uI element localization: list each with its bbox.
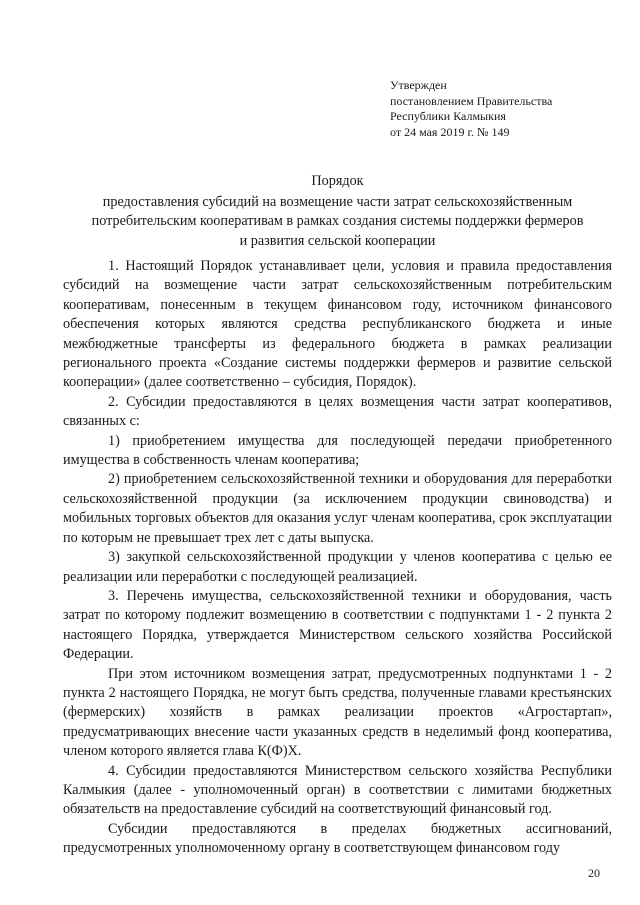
approval-line: Утвержден (390, 78, 447, 92)
paragraph: 3) закупкой сельскохозяйственной продукции у членов кооператива с целью ее реализации или переработки с последующей реализацией. (63, 549, 612, 585)
approval-stamp (390, 78, 552, 140)
paragraph: При этом источником возмещения затрат, предусмотренных подпунктами 1 - 2 пункта 2 настоящего Порядка, не могут быть средства, полученные главами крестьянских (фермерских) хозяйств в рамках реализации проектов «Агростартап», предусматривающих внесение части указанных средств в неделимый фонд кооператива, членом которого является глава К(Ф)Х. (63, 665, 612, 760)
paragraph: 3. Перечень имущества, сельскохозяйственной техники и оборудования, часть затрат по которому подлежит возмещению в соответствии с подпунктами 1 - 2 пункта 2 настоящего Порядка, утверждается Министерством сельского хозяйства Российской Федерации. (63, 587, 612, 663)
paragraph: 1) приобретением имущества для последующей передачи приобретенного имущества в собственность членам кооператива; (63, 432, 612, 469)
title-main: Порядок (311, 173, 364, 189)
paragraph: 1. Настоящий Порядок устанавливает цели, условия и правила предоставления субсидий на возмещение части затрат сельскохозяйственным потребительским кооперативам, понесенным в текущем финансовом году, источником финансового обеспечения которых являются средства республиканского бюджета и иные межбюджетные трансферты из федерального бюджета в рамках реализации регионального проекта «Создание системы поддержки фермеров и развитие сельской кооперации» (далее соответственно – субсидия, Порядок). (63, 258, 612, 391)
paragraph: 2) приобретением сельскохозяйственной техники и оборудования для переработки сельскохозяйственной продукции (за исключением продукции свиноводства) и мобильных торговых объектов для оказания услуг членам кооператива, срок эксплуатации по которым не превышает трех лет с даты выпуска. (63, 471, 612, 546)
approval-line: Республики Калмыкия (390, 109, 506, 123)
document-body (63, 257, 612, 859)
paragraph: Субсидии предоставляются в пределах бюджетных ассигнований, предусмотренных уполномоченному органу в соответствующем финансовом году (63, 820, 612, 857)
paragraph: 2. Субсидии предоставляются в целях возмещения части затрат кооперативов, связанных с: (63, 393, 612, 430)
page-number: 20 (588, 866, 600, 880)
document-title (60, 172, 615, 251)
title-subtitle-line: и развития сельской кооперации (239, 232, 436, 249)
title-subtitle-line: потребительским кооперативам в рамках создания системы поддержки фермеров (91, 213, 584, 229)
title-subtitle-line: предоставления субсидий на возмещение части затрат сельскохозяйственным (102, 193, 573, 210)
paragraph: 4. Субсидии предоставляются Министерством сельского хозяйства Республики Калмыкия (далее - уполномоченный орган) в соответствии с лимитами бюджетных обязательств на предоставление субсидий на соответствующий финансовый год. (63, 762, 612, 818)
approval-line: от 24 мая 2019 г. № 149 (390, 124, 510, 139)
approval-line: постановлением Правительства (390, 93, 553, 108)
